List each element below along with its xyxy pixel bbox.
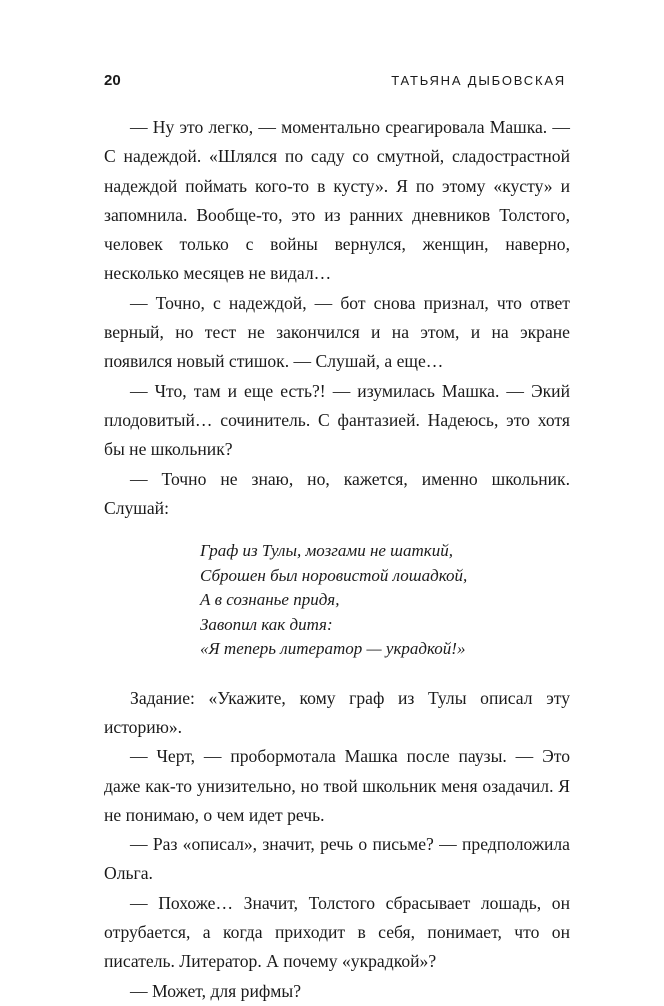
poem <box>200 539 570 662</box>
paragraph: — Похоже… Значит, Толстого сбрасывает лошадь, он отрубается, а когда приходит в себя, понимает, что он писатель. Литератор. А почему «украдкой»? <box>104 892 570 972</box>
paragraph: — Точно не знаю, но, кажется, именно школьник. Слушай: <box>104 468 570 518</box>
paragraph: — Ну это легко, — моментально среагировала Машка. — С надеждой. «Шлялся по саду со смутной, сладострастной надеждой поймать кого-то в кусту». Я по этому «кусту» и запомнила. Вообще-то, это из ранних дневников Толстого, человек только с войны вернулся, женщин, наверно, несколько месяцев не видал… <box>104 117 570 284</box>
paragraph: — Раз «описал», значит, речь о письме? — предположила Ольга. <box>104 834 570 884</box>
poem-line: Сброшен был норовистой лошадкой, <box>200 565 468 585</box>
body-text <box>104 113 570 1006</box>
page-number: 20 <box>104 72 121 89</box>
poem-line: «Я теперь литератор — украдкой!» <box>200 639 466 659</box>
paragraph: — Точно, с надеждой, — бот снова признал, что ответ верный, но тест не закончился и на этом, и на экране появился новый стишок. — Слушай, а еще… <box>104 292 570 372</box>
paragraph: — Что, там и еще есть?! — изумилась Машка. — Экий плодовитый… сочинитель. С фантазией. Надеюсь, это хотя бы не школьник? <box>104 380 570 460</box>
paragraph: — Черт, — пробормотала Машка после паузы. — Это даже как-то унизительно, но твой школьник меня озадачил. Я не понимаю, о чем идет речь. <box>104 746 570 825</box>
running-head-author: ТАТЬЯНА ДЫБОВСКАЯ <box>391 73 566 88</box>
page-header <box>104 72 566 96</box>
poem-line: Граф из Тулы, мозгами не шаткий, <box>200 541 453 561</box>
paragraph: — Может, для рифмы? <box>130 980 302 1001</box>
paragraph: Задание: «Укажите, кому граф из Тулы описал эту историю». <box>104 687 570 737</box>
poem-line: А в сознанье придя, <box>200 590 340 610</box>
poem-line: Завопил как дитя: <box>200 614 333 634</box>
